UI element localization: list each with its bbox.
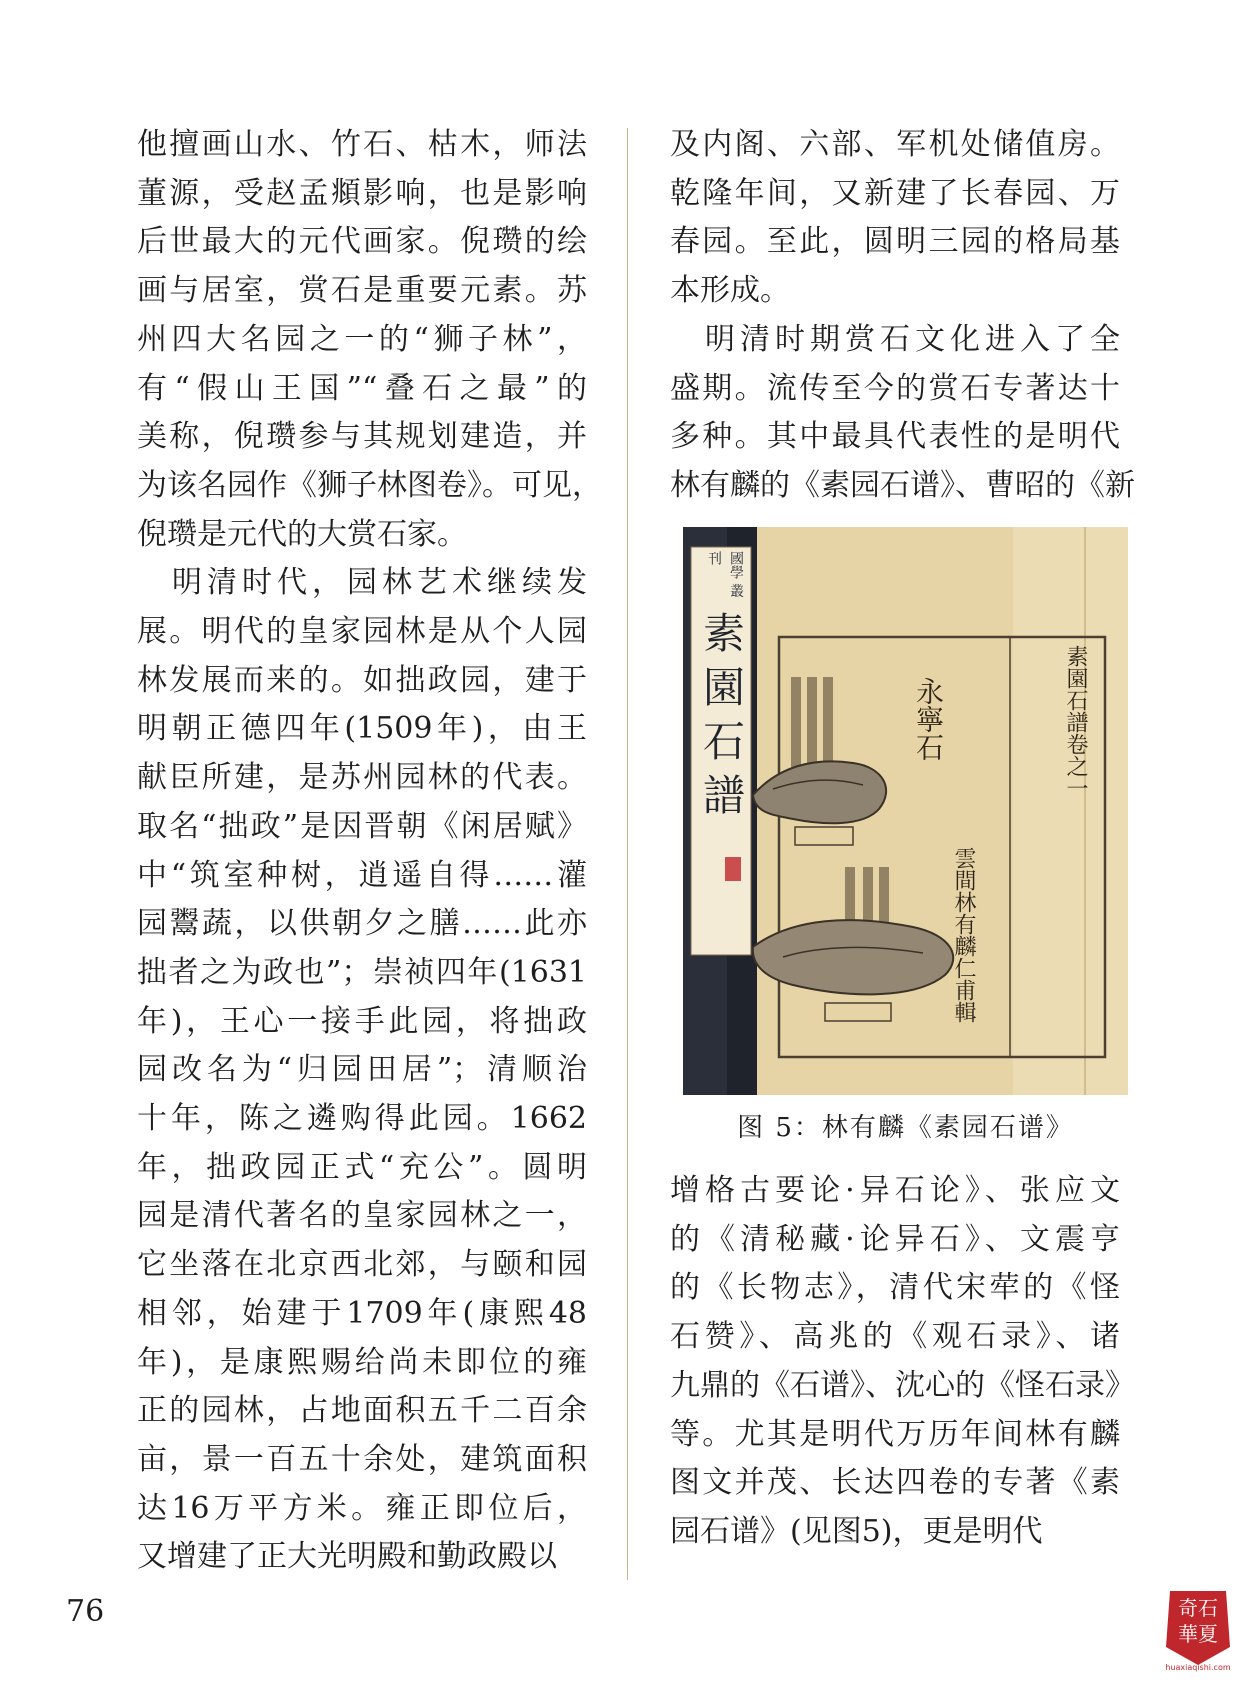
text-line: 林发展而来的。如拙政园，建于 (137, 662, 587, 698)
text-line: 明朝正德四年(1509年)，由王 (137, 711, 587, 747)
text-line: 明清时代，园林艺术继续发 (137, 565, 587, 601)
author-line-text: 雲間林有麟仁甫輯 (951, 847, 976, 1023)
text-line: 图文并茂、长达四卷的专著《素 (670, 1465, 1120, 1501)
text-line: 盛期。流传至今的赏石专著达十 (670, 370, 1120, 406)
page-header-text: 素園石譜卷之一 (1063, 645, 1088, 799)
text-line: 倪瓒是元代的大赏石家。 (137, 516, 467, 552)
text-line: 年)，王心一接手此园，将拙政 (137, 1003, 587, 1039)
text-line: 相邻，始建于1709年(康熙48 (137, 1295, 587, 1331)
text-line: 画与居室，赏石是重要元素。苏 (137, 273, 587, 309)
text-line: 园鬻蔬，以供朝夕之膳……此亦 (137, 906, 587, 942)
text-line: 它坐落在北京西北郊，与颐和园 (137, 1247, 587, 1283)
text-line: 后世最大的元代画家。倪瓒的绘 (137, 224, 587, 260)
text-line: 园是清代著名的皇家园林之一， (137, 1198, 587, 1234)
column-divider (627, 128, 628, 1580)
text-line: 展。明代的皇家园林是从个人园 (137, 614, 587, 649)
text-line: 亩，景一百五十余处，建筑面积 (137, 1441, 587, 1477)
watermark-url: huaxiaqishi.com (1165, 1663, 1231, 1672)
text-line: 园石谱》(见图5)，更是明代 (670, 1513, 1043, 1549)
text-line: 美称，倪瓒参与其规划建造，并 (137, 419, 587, 455)
text-line: 正的园林，占地面积五千二百余 (137, 1393, 587, 1429)
text-line: 年，拙政园正式“充公”。圆明 (137, 1149, 587, 1185)
watermark-chars: 奇石 華夏 (1178, 1596, 1218, 1646)
text-line: 年)，是康熙赐给尚未即位的雍 (137, 1344, 587, 1380)
text-line: 十年，陈之遴购得此园。1662 (137, 1101, 587, 1136)
book-cover-title: 素園石譜 (697, 611, 746, 827)
text-line: 本形成。 (670, 273, 790, 309)
stone-name-text: 永寧石 (912, 677, 945, 761)
text-line: 九鼎的《石谱》、沈心的《怪石录》 (670, 1367, 1135, 1403)
text-line: 有“假山王国”“叠石之最”的 (137, 370, 587, 406)
text-line: 拙者之为政也”；崇祯四年(1631 (137, 954, 587, 990)
text-line: 的《长物志》，清代宋荦的《怪 (670, 1270, 1120, 1306)
text-line: 取名“拙政”是因晋朝《闲居赋》 (137, 808, 587, 844)
text-line: 他擅画山水、竹石、枯木，师法 (137, 127, 587, 162)
text-line: 达16万平方米。雍正即位后， (137, 1490, 587, 1526)
text-line: 为该名园作《狮子林图卷》。可见， (137, 467, 602, 503)
text-line: 中“筑室种树，逍遥自得……灌 (137, 857, 587, 893)
figure-5-book-photo (683, 527, 1128, 1095)
text-line: 的《清秘藏·论异石》、文震亨 (670, 1221, 1120, 1257)
text-line: 及内阁、六部、军机处储值房。 (670, 127, 1120, 162)
text-line: 又增建了正大光明殿和勤政殿以 (137, 1539, 557, 1575)
figure-caption: 图 5：林有麟《素园石谱》 (737, 1113, 1074, 1143)
text-line: 多种。其中最具代表性的是明代 (670, 419, 1120, 455)
page-number: 76 (66, 1594, 105, 1629)
text-line: 州四大名园之一的“狮子林”， (137, 321, 587, 357)
text-line: 增格古要论·异石论》、张应文 (670, 1173, 1120, 1208)
text-line: 乾隆年间，又新建了长春园、万 (670, 175, 1120, 211)
text-line: 董源，受赵孟頫影响，也是影响 (137, 175, 587, 211)
text-line: 园改名为“归园田居”；清顺治 (137, 1052, 587, 1088)
text-line: 等。尤其是明代万历年间林有麟 (670, 1416, 1120, 1452)
book-cover-series: 國學 叢刊 (706, 551, 744, 598)
text-line: 石赞》、高兆的《观石录》、诸 (670, 1319, 1120, 1355)
text-line: 春园。至此，圆明三园的格局基 (670, 224, 1120, 260)
text-line: 献臣所建，是苏州园林的代表。 (137, 760, 587, 796)
text-line: 明清时期赏石文化进入了全 (670, 321, 1120, 357)
watermark-seal (1160, 1585, 1236, 1675)
text-line: 林有麟的《素园石谱》、曹昭的《新 (670, 467, 1135, 503)
